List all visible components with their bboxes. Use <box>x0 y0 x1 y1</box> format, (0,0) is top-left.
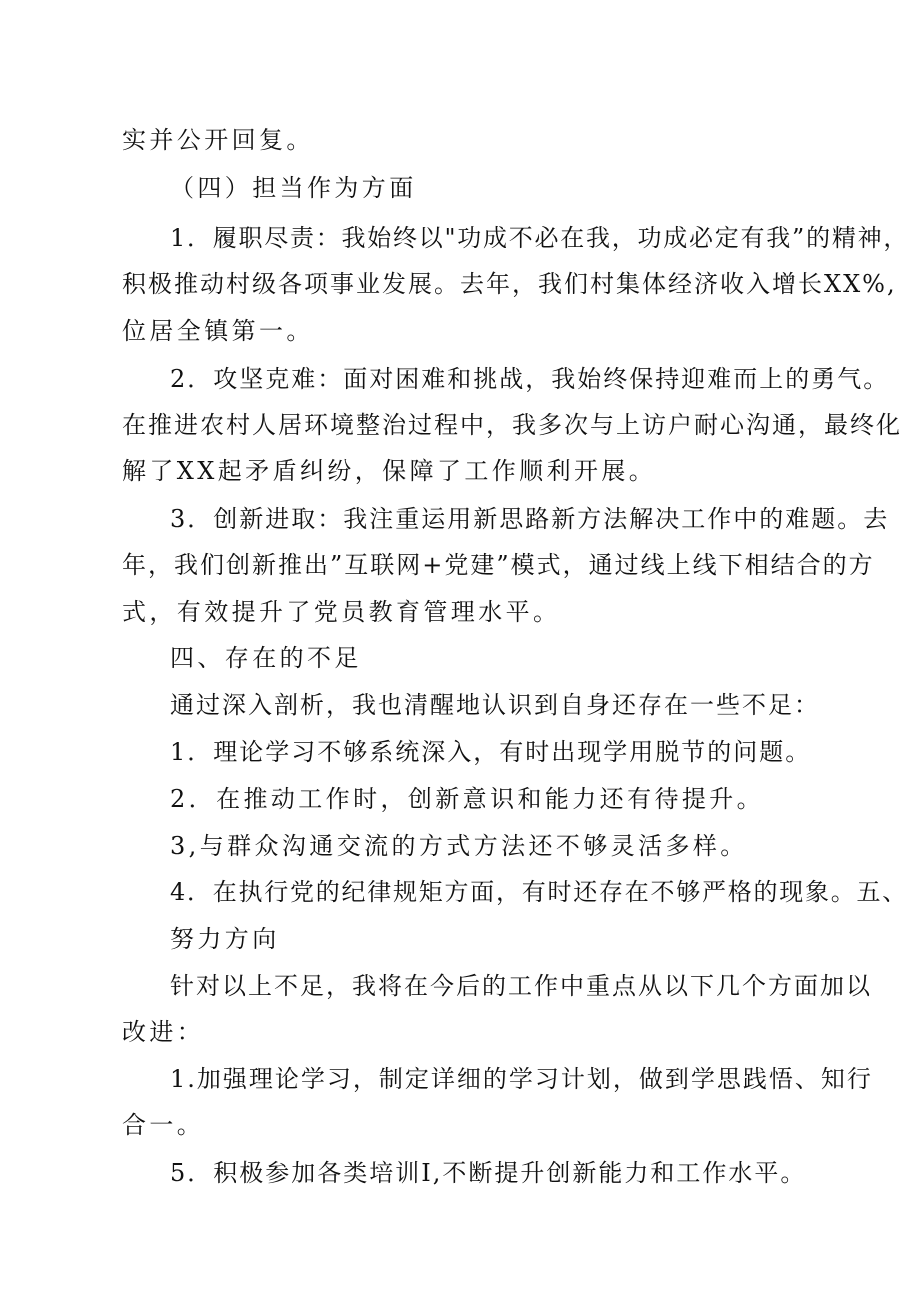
section-heading: 四、存在的不足 <box>170 644 362 672</box>
paragraph-line: 年，我们创新推出”互联网+党建”模式，通过线上线下相结合的方 <box>122 551 875 579</box>
paragraph-line: 合一。 <box>122 1111 205 1139</box>
section-heading: （四）担当作为方面 <box>170 174 417 202</box>
paragraph-line: 通过深入剖析，我也清醒地认识到自身还存在一些不足： <box>170 691 820 719</box>
paragraph-line: 2．攻坚克难：面对困难和挑战，我始终保持迎难而上的勇气。 <box>170 365 890 393</box>
section-heading: 努力方向 <box>170 925 280 953</box>
paragraph-line: 3．创新进取：我注重运用新思路新方法解决工作中的难题。去 <box>170 505 890 533</box>
list-item: 2．在推动工作时，创新意识和能力还有待提升。 <box>170 785 765 813</box>
paragraph-line: 针对以上不足，我将在今后的工作中重点从以下几个方面加以 <box>170 972 872 1000</box>
list-item: 1.加强理论学习，制定详细的学习计划，做到学思践悟、知行 <box>170 1065 873 1093</box>
paragraph-line: 解了XX起矛盾纠纷，保障了工作顺利开展。 <box>122 457 657 485</box>
paragraph-line: 1．履职尽责：我始终以"功成不必在我，功成必定有我”的精神， <box>170 224 910 252</box>
paragraph-line: 改进： <box>122 1018 205 1046</box>
paragraph-line: 实并公开回复。 <box>122 126 314 154</box>
paragraph-line: 位居全镇第一。 <box>122 317 314 345</box>
list-item: 4．在执行党的纪律规矩方面，有时还存在不够严格的现象。五、 <box>170 878 909 906</box>
list-item: 1．理论学习不够系统深入，有时出现学用脱节的问题。 <box>170 738 812 766</box>
paragraph-line: 在推进农村人居环境整治过程中，我多次与上访户耐心沟通，最终化 <box>122 411 902 439</box>
paragraph-line: 式，有效提升了党员教育管理水平。 <box>122 598 561 626</box>
list-item: 5．积极参加各类培训I,不断提升创新能力和工作水平。 <box>170 1159 807 1187</box>
list-item: 3,与群众沟通交流的方式方法还不够灵活多样。 <box>170 832 748 860</box>
paragraph-line: 积极推动村级各项事业发展。去年，我们村集体经济收入增长XX%, <box>122 270 897 298</box>
